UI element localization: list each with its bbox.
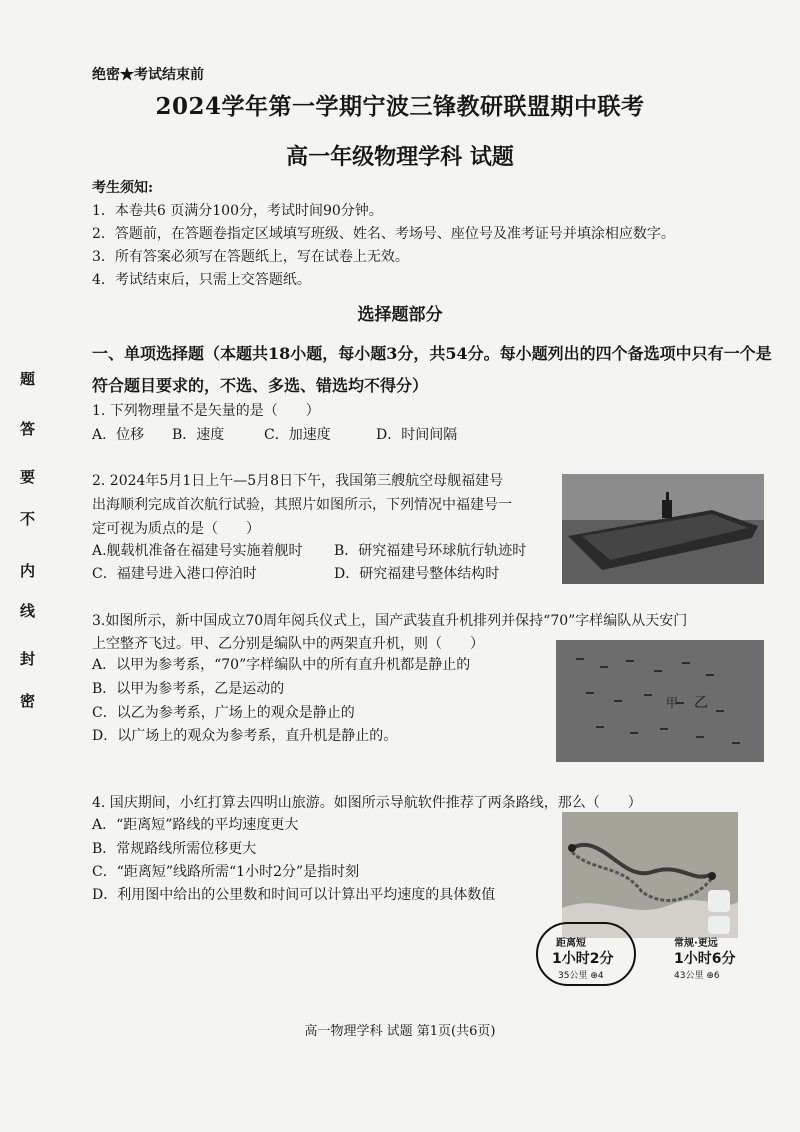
side-char: 题 <box>20 370 36 388</box>
aircraft-carrier-photo <box>562 474 764 584</box>
side-char: 封 <box>20 650 36 668</box>
exam-subtitle: 高一年级物理学科 试题 <box>286 144 514 170</box>
q1-option-b: B．速度 <box>172 427 225 443</box>
side-char: 要 <box>20 468 36 486</box>
question-4-stem: 4. 国庆期间，小红打算去四明山旅游。如图所示导航软件推荐了两条路线，那么（ ） <box>92 795 642 811</box>
label-jia: 甲 <box>666 696 679 710</box>
side-char: 线 <box>20 602 36 620</box>
page-footer: 高一物理学科 试题 第1页(共6页) <box>304 1024 496 1039</box>
q1-option-a: A．位移 <box>92 427 145 443</box>
section-title: 选择题部分 <box>357 305 443 325</box>
q4-option-a: A．“距离短”路线的平均速度更大 <box>92 817 299 833</box>
part-heading: 一、单项选择题（本题共18小题，每小题3分，共54分。每小题列出的四个备选项中只有一个是符合题目要求的，不选、多选、错选均不得分） <box>92 344 772 395</box>
q1-option-c: C．加速度 <box>264 427 331 443</box>
q4-option-b: B．常规路线所需位移更大 <box>92 841 257 857</box>
side-char: 答 <box>20 420 36 438</box>
q3-option-b: B．以甲为参考系，乙是运动的 <box>92 681 285 697</box>
notice-item: 3．所有答案必须写在答题纸上，写在试卷上无效。 <box>92 249 409 265</box>
secret-label: 绝密★考试结束前 <box>92 67 204 83</box>
q2-option-d: D．研究福建号整体结构时 <box>334 566 500 582</box>
q2-option-c: C．福建号进入港口停泊时 <box>92 566 257 582</box>
question-2-stem: 出海顺利完成首次航行试验，其照片如图所示，下列情况中福建号一 <box>92 497 512 513</box>
route-normal-detail: 43公里 ⊕6 <box>674 971 720 981</box>
label-yi: 乙 <box>694 695 708 711</box>
notice-item: 4．考试结束后，只需上交答题纸。 <box>92 272 311 288</box>
side-char: 不 <box>20 510 36 528</box>
q3-option-c: C．以乙为参考系，广场上的观众是静止的 <box>92 705 355 721</box>
question-1-stem: 1. 下列物理量不是矢量的是（ ） <box>92 403 320 419</box>
question-2-stem: 2. 2024年5月1日上午—5月8日下午，我国第三艘航空母舰福建号 <box>92 473 504 489</box>
side-char: 密 <box>20 692 36 710</box>
exam-title: 2024学年第一学期宁波三锋教研联盟期中联考 <box>155 93 645 120</box>
route-short-tag: 距离短 <box>556 938 586 949</box>
question-3-stem: 3.如图所示，新中国成立70周年阅兵仪式上，国产武装直升机排列并保持“70”字样编队从天安门 <box>92 613 688 629</box>
q4-option-d: D．利用图中给出的公里数和时间可以计算出平均速度的具体数值 <box>92 887 496 903</box>
route-normal-time: 1小时6分 <box>674 951 736 967</box>
route-short-card[interactable] <box>536 922 636 986</box>
helicopter-formation-photo <box>556 640 764 762</box>
question-2-stem: 定可视为质点的是（ ） <box>92 521 260 537</box>
notice-item: 2．答题前，在答题卷指定区域填写班级、姓名、考场号、座位号及准考证号并填涂相应数字。 <box>92 226 675 242</box>
route-normal-card[interactable] <box>668 930 768 980</box>
question-3-stem: 上空整齐飞过。甲、乙分别是编队中的两架直升机，则（ ） <box>92 636 484 652</box>
q2-option-b: B．研究福建号环球航行轨迹时 <box>334 543 527 559</box>
route-short-detail: 35公里 ⊕4 <box>558 971 604 981</box>
q3-option-a: A．以甲为参考系，“70”字样编队中的所有直升机都是静止的 <box>92 657 471 673</box>
q2-option-a: A.舰载机准备在福建号实施着舰时 <box>92 543 303 559</box>
q4-option-c: C．“距离短”线路所需“1小时2分”是指时刻 <box>92 864 360 880</box>
route-short-time: 1小时2分 <box>552 951 614 967</box>
notice-heading: 考生须知: <box>92 180 154 196</box>
side-char: 内 <box>20 562 36 580</box>
notice-item: 1．本卷共6 页满分100分，考试时间90分钟。 <box>92 203 383 219</box>
q1-option-d: D．时间间隔 <box>376 427 458 443</box>
navigation-map-image <box>562 812 738 938</box>
route-normal-tag: 常规·更远 <box>674 938 718 949</box>
q3-option-d: D．以广场上的观众为参考系，直升机是静止的。 <box>92 728 398 744</box>
